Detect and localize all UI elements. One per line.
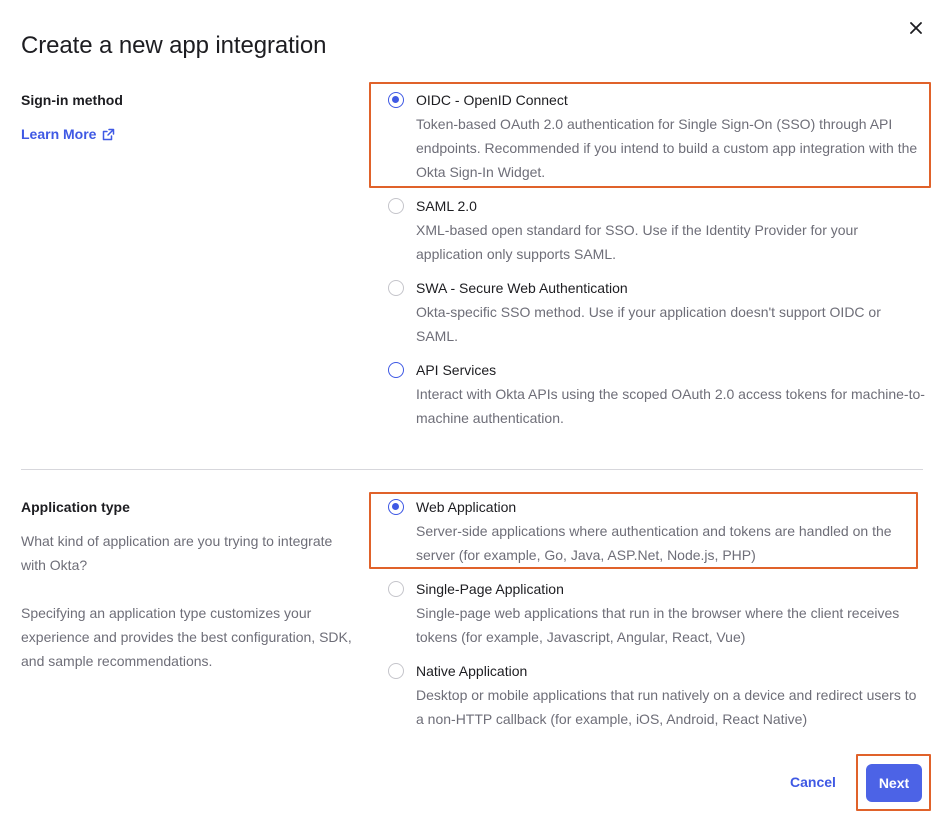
application-type-description: What kind of application are you trying to integrate with Okta? [21,533,333,573]
radio-single-page-application[interactable] [388,581,404,597]
learn-more-link[interactable] [21,126,115,142]
option-label: OIDC - OpenID Connect [416,92,568,108]
sign-in-method-label: Sign-in method [21,92,123,108]
dialog-title: Create a new app integration [21,32,327,59]
external-link-icon [102,128,115,141]
radio-native-application[interactable] [388,663,404,679]
next-button[interactable]: Next [866,764,922,802]
cancel-button[interactable]: Cancel [790,774,836,790]
application-type-help: Specifying an application type customizes your experience and provides the best configuration, SDK, and sample recommendations. [21,605,352,669]
option-label: SAML 2.0 [416,198,477,214]
section-divider [21,469,923,470]
option-description: Server-side applications where authentication and tokens are handled on the server (for example, Go, Java, ASP.Net, Node.js, PHP) [416,523,892,563]
option-label: Web Application [416,499,517,515]
radio-oidc[interactable] [388,92,404,108]
option-description: Token-based OAuth 2.0 authentication for Single Sign-On (SSO) through API endpoints. Recommended if you intend to build a custom app integration with the Okta Sign-In Widget. [416,116,918,180]
close-button[interactable] [905,17,927,39]
option-label: Single-Page Application [416,581,564,597]
option-description: XML-based open standard for SSO. Use if the Identity Provider for your application only supports SAML. [416,222,858,262]
option-description: Interact with Okta APIs using the scoped OAuth 2.0 access tokens for machine-to-machine authentication. [416,386,925,426]
option-description: Single-page web applications that run in the browser where the client receives tokens (for example, Javascript, Angular, React, Vue) [416,605,900,645]
close-icon [910,22,922,34]
radio-swa[interactable] [388,280,404,296]
radio-saml[interactable] [388,198,404,214]
option-description: Okta-specific SSO method. Use if your application doesn't support OIDC or SAML. [416,304,881,344]
option-label: Native Application [416,663,528,679]
radio-web-application[interactable] [388,499,404,515]
radio-api-services[interactable] [388,362,404,378]
application-type-label: Application type [21,499,130,515]
option-description: Desktop or mobile applications that run natively on a device and redirect users to a non-HTTP callback (for example, iOS, Android, React Native) [416,687,917,727]
option-label: API Services [416,362,497,378]
learn-more-label: Learn More [21,126,97,142]
option-label: SWA - Secure Web Authentication [416,280,628,296]
